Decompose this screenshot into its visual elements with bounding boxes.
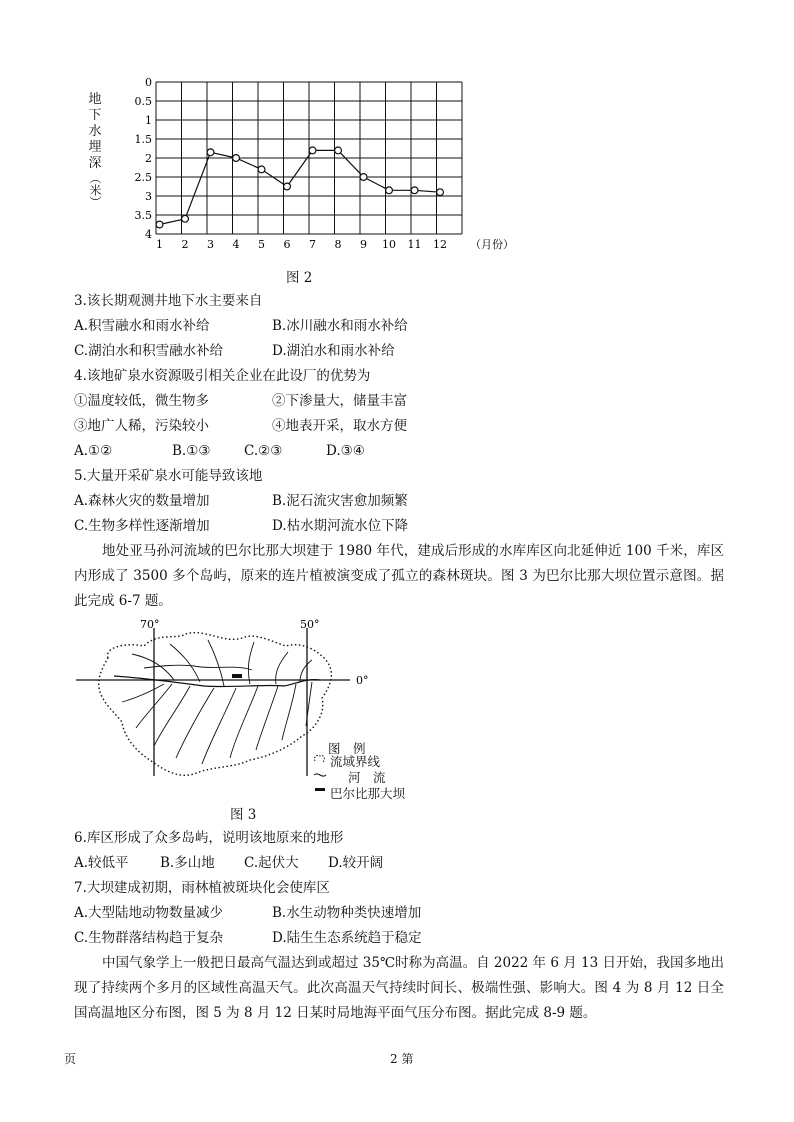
q4-option-c: C.②③ <box>244 443 283 459</box>
q6-option-a: A.较低平 <box>74 855 129 871</box>
data-point <box>233 155 240 162</box>
y-label-char: 水 <box>88 124 102 139</box>
x-tick-label: 10 <box>382 238 397 251</box>
q5-option-a: A.森林火灾的数量增加 <box>74 493 210 509</box>
q3-stem: 3.该长期观测井地下水主要来自 <box>74 293 263 309</box>
q7-option-c: C.生物群落结构趋于复杂 <box>74 930 224 946</box>
data-point <box>411 187 418 194</box>
q6-stem: 6.库区形成了众多岛屿，说明该地原来的地形 <box>74 830 344 846</box>
x-tick-label: 6 <box>283 238 291 251</box>
x-tick-label: 4 <box>232 238 240 251</box>
legend-item-river: 河 流 <box>348 770 386 785</box>
footer-page-number: 2 第 <box>390 1052 414 1066</box>
q3-option-d: D.湖泊水和雨水补给 <box>272 343 395 359</box>
q4-stem: 4.该地矿泉水资源吸引相关企业在此设厂的优势为 <box>74 368 371 384</box>
y-tick-label: 2.5 <box>134 171 152 184</box>
x-tick-label: 1 <box>156 238 164 251</box>
q4-item-4: ④地表开采，取水方便 <box>272 418 407 434</box>
q7-stem: 7.大坝建成初期，雨林植被斑块化会使库区 <box>74 880 330 896</box>
q3-option-a: A.积雪融水和雨水补给 <box>74 318 210 334</box>
x-tick-label: 11 <box>407 238 422 251</box>
q6-option-d: D.较开阔 <box>328 855 384 871</box>
footer-left: 页 <box>64 1052 77 1066</box>
x-tick-label: 9 <box>360 238 368 251</box>
q5-option-c: C.生物多样性逐渐增加 <box>74 518 210 534</box>
x-tick-label: 7 <box>309 238 317 251</box>
q3-option-b: B.冰川融水和雨水补给 <box>272 318 408 334</box>
q4-option-b: B.①③ <box>172 443 211 459</box>
lat-label-0: 0° <box>356 674 369 687</box>
data-point <box>284 183 291 190</box>
q4-item-2: ②下渗量大，储量丰富 <box>272 393 407 409</box>
y-tick-label: 3 <box>145 190 152 203</box>
lon-label-70: 70° <box>140 618 160 631</box>
y-tick-label: 4 <box>145 228 152 241</box>
y-label-char: （米） <box>88 172 102 208</box>
figure-3-caption: 图 3 <box>230 807 257 823</box>
q5-option-d: D.枯水期河流水位下降 <box>272 518 409 534</box>
river-symbol-icon <box>314 774 326 776</box>
data-point <box>207 149 214 156</box>
y-tick-label: 3.5 <box>134 209 152 222</box>
q7-option-d: D.陆生生态系统趋于稳定 <box>272 930 422 946</box>
data-point <box>360 174 367 181</box>
boundary-symbol-icon <box>314 755 324 762</box>
main-river <box>114 676 320 687</box>
x-tick-label: 2 <box>181 238 189 251</box>
y-label-char: 地 <box>88 92 102 107</box>
groundwater-depth-chart <box>100 72 520 262</box>
data-point <box>386 187 393 194</box>
x-tick-label: 5 <box>258 238 266 251</box>
x-tick-label: 8 <box>334 238 342 251</box>
y-label-char: 深 <box>88 156 102 171</box>
data-point <box>156 221 163 228</box>
q4-item-1: ①温度较低，微生物多 <box>74 393 209 409</box>
q5-option-b: B.泥石流灾害愈加频繁 <box>272 493 408 509</box>
x-tick-label: 3 <box>207 238 215 251</box>
passage-6-7: 地处亚马孙河流域的巴尔比那大坝建于 1980 年代，建成后形成的水库库区向北延伸近 100 千米，库区内形成了 3500 多个岛屿，原来的连片植被演变成了孤立的森林斑块。图 3 为巴尔比那大坝位置示意图。据此完成 6-7 题。 <box>74 543 724 609</box>
q5-stem: 5.大量开采矿泉水可能导致该地 <box>74 468 263 484</box>
y-tick-label: 1 <box>145 114 152 127</box>
q4-option-d: D.③④ <box>326 443 365 459</box>
legend-symbols <box>312 752 328 798</box>
q7-option-b: B.水生动物种类快速增加 <box>272 905 422 921</box>
data-point <box>335 147 342 154</box>
data-point <box>309 147 316 154</box>
legend-item-boundary: 流域界线 <box>330 754 381 769</box>
figure-2-caption: 图 2 <box>286 270 313 286</box>
series-line <box>160 150 441 224</box>
y-tick-label: 0 <box>145 76 152 89</box>
legend-item-dam: 巴尔比那大坝 <box>330 786 406 801</box>
x-axis-unit: （月份） <box>470 238 514 251</box>
data-point <box>437 189 444 196</box>
y-tick-label: 2 <box>145 152 152 165</box>
y-label-char: 下 <box>88 108 102 123</box>
y-tick-label: 1.5 <box>134 133 152 146</box>
q4-item-3: ③地广人稀，污染较小 <box>74 418 209 434</box>
legend-title: 图 例 <box>328 741 366 756</box>
y-tick-label: 0.5 <box>134 95 152 108</box>
q3-option-c: C.湖泊水和积雪融水补给 <box>74 343 224 359</box>
q7-option-a: A.大型陆地动物数量减少 <box>74 905 224 921</box>
y-label-char: 埋 <box>88 140 102 155</box>
q6-option-c: C.起伏大 <box>244 855 299 871</box>
q6-option-b: B.多山地 <box>160 855 215 871</box>
x-tick-label: 12 <box>433 238 448 251</box>
passage-8-9: 中国气象学上一般把日最高气温达到或超过 35℃时称为高温。自 2022 年 6 月 13 日开始，我国多地出现了持续两个多月的区域性高温天气。此次高温天气持续时间长、极端性强、影响大。图 4 为 8 月 12 日全国高温地区分布图，图 5 为 8 月 12 日某时局地海平面气压分布图。据此完成 8-9 题。 <box>74 955 724 1021</box>
data-point <box>258 166 265 173</box>
dam-symbol-icon <box>315 788 325 791</box>
q4-option-a: A.①② <box>74 443 113 459</box>
dam-marker <box>232 674 242 678</box>
data-point <box>182 215 189 222</box>
lon-label-50: 50° <box>300 618 320 631</box>
